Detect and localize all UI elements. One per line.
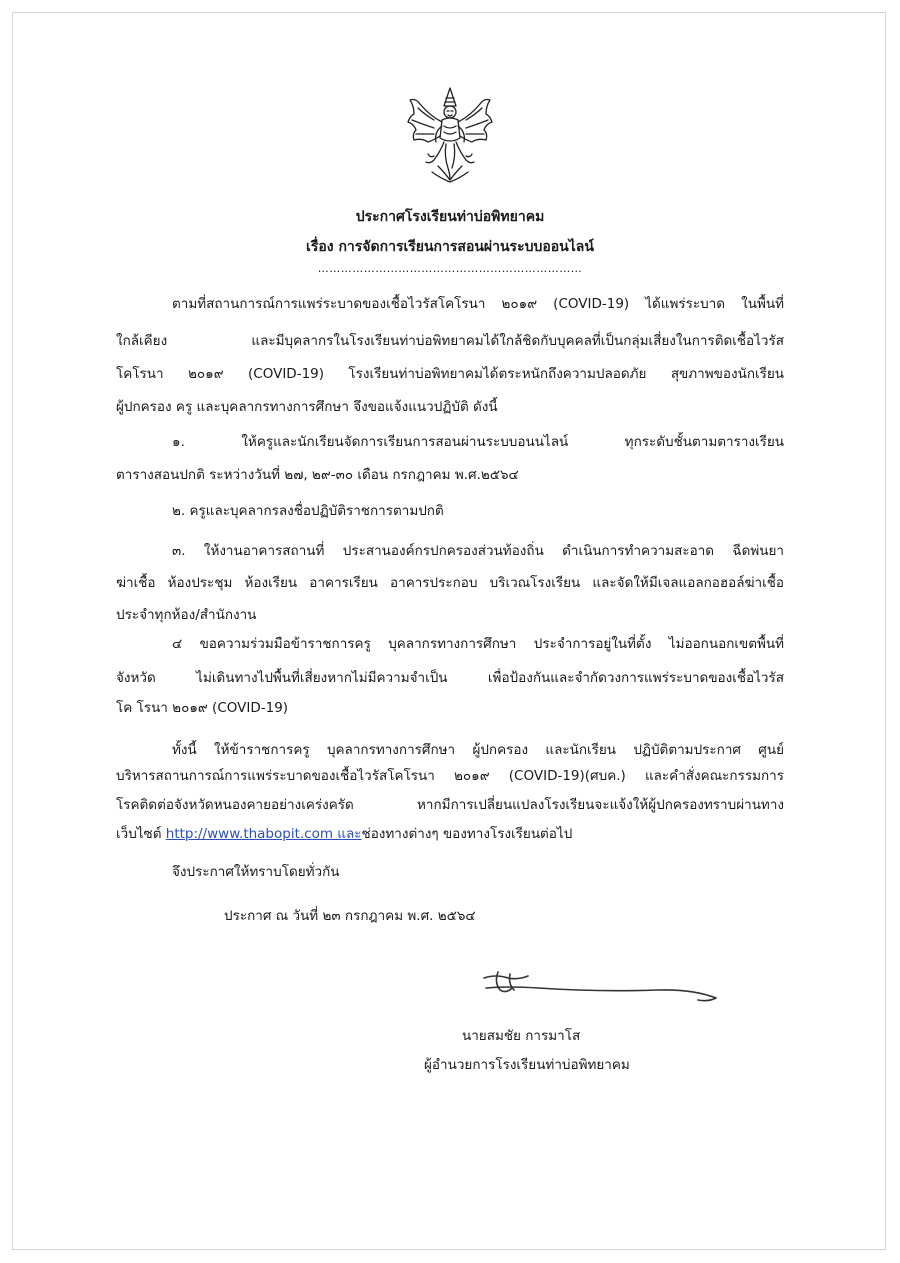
list-item-line: โค โรนา ๒๐๑๙ (COVID-19) [116,700,289,716]
garuda-emblem-icon [404,86,496,186]
list-item-line: ฆ่าเชื้อ ห้องประชุม ห้องเรียน อาคารเรียน อาคารประกอบ บริเวณโรงเรียน และจัดให้มีเจลแอลกอฮอล์ฆ่าเชื้อ [116,575,784,591]
paragraph-line: ตามที่สถานการณ์การแพร่ระบาดของเชื้อไวรัสโคโรนา ๒๐๑๙ (COVID-19) ได้แพร่ระบาด ในพื้นที่ [172,296,784,312]
title-separator: …………………………………………………………… [317,262,583,275]
list-item-line: ตารางสอนปกติ ระหว่างวันที่ ๒๗, ๒๙-๓๐ เดือน กรกฎาคม พ.ศ.๒๕๖๔ [116,467,519,483]
list-item-line: จังหวัด ไม่เดินทางไปพื้นที่เสี่ยงหากไม่มีความจำเป็น เพื่อป้องกันและจำกัดวงการแพร่ระบาดของเชื้อไวรัส [116,670,784,686]
website-link[interactable]: http://www.thabopit.com และ [165,826,362,842]
document-title: ประกาศโรงเรียนท่าบ่อพิทยาคม [355,209,545,225]
list-item-line: ๒. ครูและบุคลากรลงชื่อปฏิบัติราชการตามปกติ [172,503,444,519]
paragraph-line: ทั้งนี้ ให้ข้าราชการครู บุคลากรทางการศึกษา ผู้ปกครอง และนักเรียน ปฏิบัติตามประกาศ ศูนย์ [172,742,784,758]
list-item-line: ๑. ให้ครูและนักเรียนจัดการเรียนการสอนผ่านระบบอนนไลน์ ทุกระดับชั้นตามตารางเรียน [172,434,784,450]
paragraph-line: บริหารสถานการณ์การแพร่ระบาดของเชื้อไวรัสโคโรนา ๒๐๑๙ (COVID-19)(ศบค.) และคำสั่งคณะกรรมการ [116,768,784,784]
signer-name: นายสมชัย การมาโส [462,1028,581,1044]
paragraph-line: ผู้ปกครอง ครู และบุคลากรทางการศึกษา จึงขอแจ้งแนวปฏิบัติ ดังนี้ [116,399,498,415]
paragraph-line: ใกล้เคียง และมีบุคลากรในโรงเรียนท่าบ่อพิทยาคมได้ใกล้ชิดกับบุคคลที่เป็นกลุ่มเสี่ยงในการติดเชื้อไวรัส [116,333,784,349]
channels-text: ช่องทางต่างๆ ของทางโรงเรียนต่อไป [361,826,573,842]
list-item-line: ประจำทุกห้อง/สำนักงาน [116,607,257,623]
list-item-line: ๓. ให้งานอาคารสถานที่ ประสานองค์กรปกครองส่วนท้องถิ่น ดำเนินการทำความสะอาด ฉีดพ่นยา [172,543,784,559]
list-item-line: ๔ ขอความร่วมมือข้าราชการครู บุคลากรทางการศึกษา ประจำการอยู่ในที่ตั้ง ไม่ออกนอกเขตพื้นที่ [172,636,784,652]
date-line: ประกาศ ณ วันที่ ๒๓ กรกฎาคม พ.ศ. ๒๕๖๔ [224,908,476,924]
document-subject: เรื่อง การจัดการเรียนการสอนผ่านระบบออนไลน์ [306,239,594,255]
paragraph-line: โรคติดต่อจังหวัดหนองคายอย่างเคร่งครัด หากมีการเปลี่ยนแปลงโรงเรียนจะแจ้งให้ผู้ปกครองทราบผ่านทาง [116,797,784,813]
handwritten-signature-icon [478,968,728,1010]
website-label: เว็บไซต์ [116,826,166,842]
paragraph-line [116,824,784,844]
signer-title: ผู้อำนวยการโรงเรียนท่าบ่อพิทยาคม [424,1057,630,1073]
paragraph-line: โคโรนา ๒๐๑๙ (COVID-19) โรงเรียนท่าบ่อพิทยาคมได้ตระหนักถึงความปลอดภัย สุขภาพของนักเรียน [116,366,784,382]
announcement-line: จึงประกาศให้ทราบโดยทั่วกัน [172,864,340,880]
